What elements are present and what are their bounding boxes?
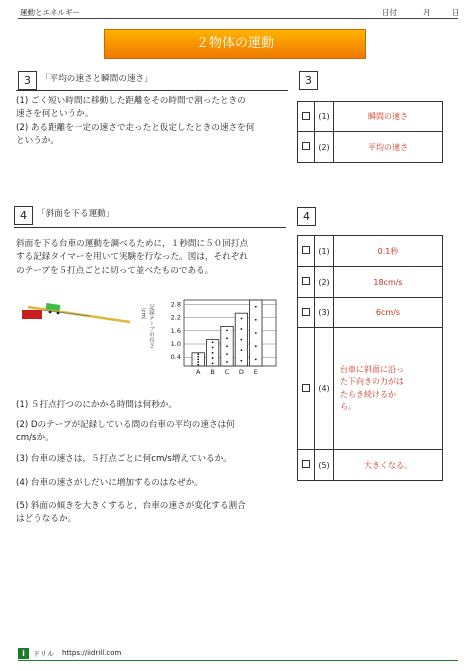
answer-value-line: た下向きの力がは	[340, 377, 404, 386]
q3-line: (2) ある距離を一定の速さで走ったと仮定したときの速さを何	[16, 122, 255, 133]
subject-label: 運動とエネルギー	[20, 8, 80, 17]
answer-value-line: 台車に斜面に沿っ	[340, 364, 404, 374]
answer-checkbox[interactable]	[302, 112, 310, 120]
cart-wheel	[49, 311, 52, 314]
chart-category-label: E	[253, 368, 258, 376]
chart-dot	[212, 362, 214, 364]
chart-dot	[212, 357, 214, 359]
brand-logo-icon: i	[18, 648, 29, 659]
answer-row	[298, 132, 443, 163]
q3-line: というか。	[16, 136, 59, 147]
recording-timer	[22, 310, 42, 319]
q4-intro-line: 斜面を下る台車の運動を調べるために，１秒間に５０回打点	[16, 239, 249, 249]
answer-checkbox[interactable]	[302, 460, 310, 468]
date-label: 日付	[382, 8, 397, 17]
answer-row	[298, 328, 443, 450]
chart-dot	[212, 341, 214, 343]
answer-checkbox[interactable]	[302, 277, 310, 285]
q4-question-2	[16, 419, 235, 446]
chart-tick-label: 1.0	[170, 340, 181, 348]
month-label: 月	[423, 8, 431, 17]
answer-label: (2)	[315, 132, 334, 163]
q4-question-3	[16, 453, 232, 466]
answer-row	[298, 102, 443, 132]
answer-checkbox[interactable]	[302, 246, 310, 254]
answer-checkbox-cell[interactable]	[298, 298, 315, 328]
answer-label: (1)	[315, 236, 334, 267]
chart-tick-label: 1.6	[170, 326, 181, 335]
answer-value: 平均の速さ	[334, 132, 443, 163]
chart-dot	[212, 352, 214, 354]
day-label: 日	[452, 8, 460, 17]
answer-value	[334, 328, 443, 450]
chart-dot	[212, 347, 214, 349]
chart-dot	[197, 364, 199, 366]
answer-row	[298, 267, 443, 298]
q3-rule	[16, 90, 288, 91]
q3-line: (1) ごく短い時間に移動した距離をその時間で割ったときの	[16, 96, 246, 106]
answer-value: 大きくなる。	[334, 450, 443, 481]
footer-brand: ドリル	[33, 650, 54, 658]
chart-tick-label: 2.8	[170, 300, 181, 309]
chart-tick-label: 0.4	[170, 353, 181, 362]
chart-dot	[197, 359, 199, 361]
answer-label: (2)	[315, 267, 334, 298]
q4-intro-line: する記録タイマーを用いて実験を行なった。図は，それぞれ	[16, 252, 248, 263]
chart-dot	[241, 339, 243, 341]
chart-dot	[241, 318, 243, 320]
chart-dot	[226, 345, 228, 347]
q4-answer-table	[297, 235, 443, 481]
chart-dot	[197, 361, 199, 363]
q3-body	[16, 95, 296, 149]
answer-row	[298, 236, 443, 267]
chart-dot	[255, 332, 257, 334]
chart-dot	[255, 359, 257, 361]
chart-dot	[255, 306, 257, 308]
answer-value: 18cm/s	[334, 267, 443, 298]
chart-dot	[197, 353, 199, 355]
footer-rule	[18, 660, 458, 661]
answer-value-line: たらき続けるか	[340, 389, 396, 399]
q4-question-line: (4) 台車の速さがしだいに増加するのはなぜか。	[16, 478, 203, 488]
q4-question-line: (5) 斜面の傾きを大きくすると，台車の速さが変化する割合	[16, 501, 246, 511]
q4-question-line: (2) Dのテープが記録している間の台車の平均の速さは何	[16, 420, 235, 430]
chart-ylabel: 記録テープの長さ〔cm〕	[140, 304, 154, 348]
answer-checkbox[interactable]	[302, 142, 310, 150]
chart-dot	[197, 356, 199, 358]
q4-number: 4	[14, 206, 33, 225]
cart-wheel	[57, 312, 60, 315]
footer-url-link[interactable]: https://iidrill.com	[62, 649, 122, 657]
answer-checkbox-cell[interactable]	[298, 236, 315, 267]
page-title: ２物体の運動	[104, 29, 366, 59]
chart-dot	[241, 349, 243, 351]
chart-category-label: D	[238, 368, 244, 376]
q3-number: 3	[18, 71, 37, 90]
chart-dot	[255, 345, 257, 347]
q3-heading: 「平均の速さと瞬間の速さ」	[41, 74, 153, 84]
answer-row	[298, 298, 443, 328]
chart-dot	[226, 361, 228, 363]
answer-checkbox[interactable]	[302, 308, 310, 316]
answer-checkbox-cell[interactable]	[298, 328, 315, 450]
q3-line: 速さを何というか。	[16, 109, 94, 120]
chart-dot	[226, 337, 228, 339]
chart-category-label: B	[210, 368, 215, 376]
q4-intro-line: のテープを５打点ごとに切って並べたものである。	[16, 265, 214, 276]
q3-answer-table	[297, 101, 443, 163]
answer-row	[298, 450, 443, 481]
chart-category-label: A	[195, 368, 201, 376]
answer-checkbox-cell[interactable]	[298, 267, 315, 298]
answer-checkbox-cell[interactable]	[298, 132, 315, 163]
q4-rule	[14, 227, 286, 228]
answer-label: (5)	[315, 450, 334, 481]
chart-dot	[255, 319, 257, 321]
answer-value: 瞬間の速さ	[334, 102, 443, 132]
slope-illustration	[20, 298, 132, 328]
answer-label: (1)	[315, 102, 334, 132]
answer-checkbox-cell[interactable]	[298, 102, 315, 132]
chart-dot	[241, 360, 243, 362]
header-rule	[18, 18, 458, 19]
chart-dot	[241, 328, 243, 330]
answer-value: 0.1秒	[334, 236, 443, 267]
answer-value: 6cm/s	[334, 298, 443, 328]
q4-question-5	[16, 500, 246, 527]
q4-question-4	[16, 477, 203, 490]
q4-heading: 「斜面を下る運動」	[37, 209, 115, 219]
answer-label: (3)	[315, 298, 334, 328]
chart-tick-label: 2.2	[170, 313, 181, 322]
answer-checkbox-cell[interactable]	[298, 450, 315, 481]
answer-checkbox[interactable]	[302, 384, 310, 392]
q4-question-line: (1) ５打点打つのにかかる時間は何秒か。	[16, 400, 177, 410]
q3-answer-number: 3	[299, 71, 318, 90]
q4-intro	[16, 238, 296, 278]
chart-dot	[226, 353, 228, 355]
chart-dot	[226, 329, 228, 331]
q4-question-line: はどうなるか。	[16, 514, 77, 525]
tape-chart	[156, 296, 278, 380]
answer-label: (4)	[315, 328, 334, 450]
q4-question-line: cm/sか。	[16, 433, 54, 444]
q4-question-line: (3) 台車の速さは，５打点ごとに何cm/s増えているか。	[16, 454, 232, 464]
q4-answer-number: 4	[297, 207, 316, 226]
chart-category-label: C	[224, 368, 230, 376]
answer-value-line: ら。	[340, 402, 356, 411]
q4-question-1	[16, 399, 177, 412]
